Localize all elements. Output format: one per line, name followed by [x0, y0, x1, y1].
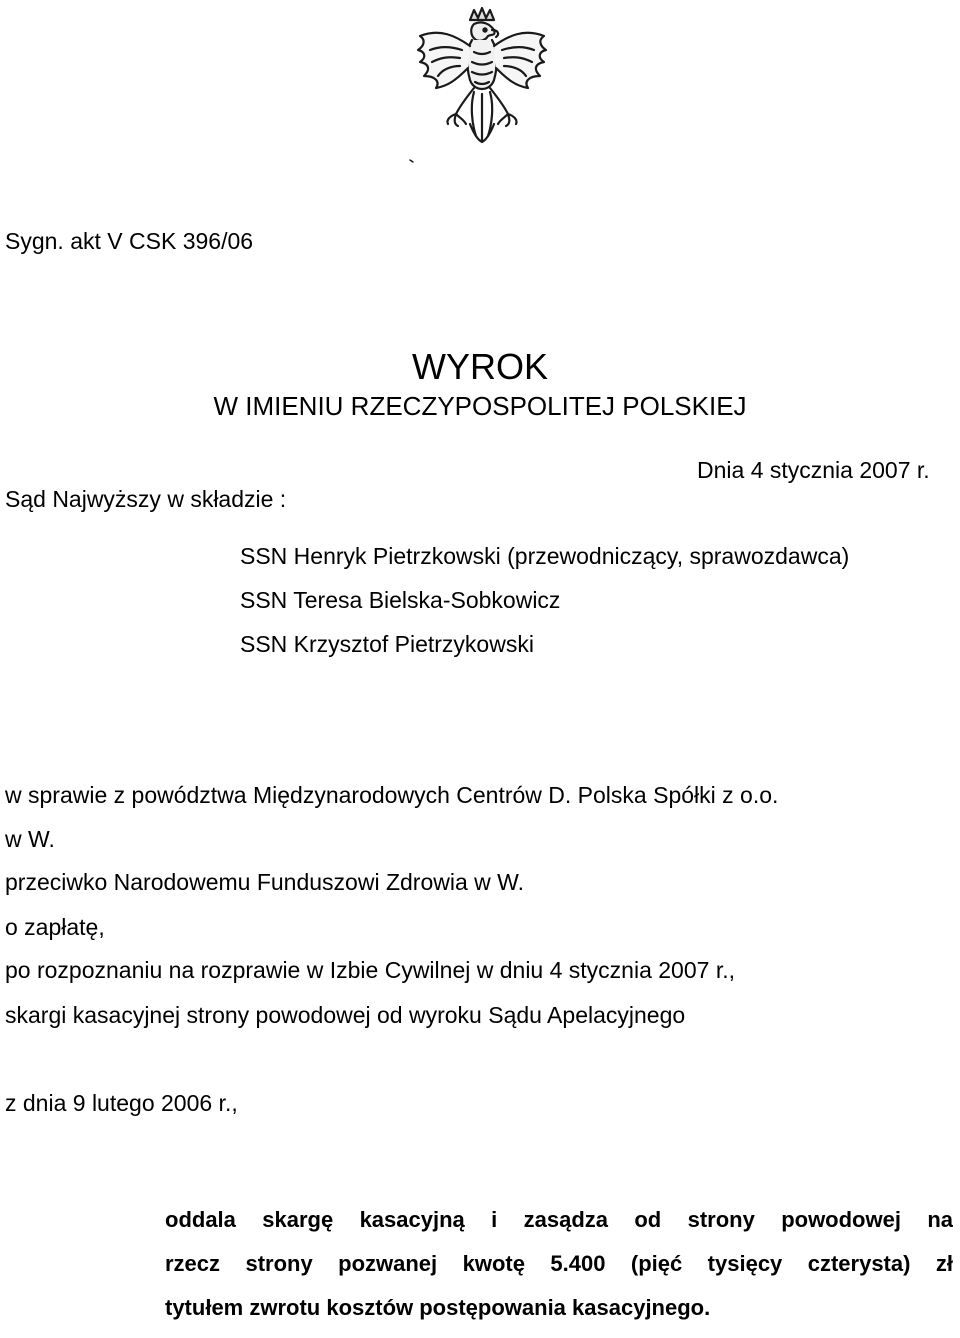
ruling-line: rzecz strony pozwanej kwotę 5.400 (pięć tysięcy czterysta) zł: [165, 1251, 953, 1276]
court-composition-label: Sąd Najwyższy w składzie :: [5, 486, 287, 512]
case-line: skargi kasacyjnej strony powodowej od wyroku Sądu Apelacyjnego: [5, 1002, 686, 1028]
judge-item: SSN Henryk Pietrzkowski (przewodniczący, sprawozdawca): [240, 543, 850, 569]
case-line: w W.: [5, 826, 55, 852]
document-subtitle: W IMIENIU RZECZYPOSPOLITEJ POLSKIEJ: [213, 391, 747, 421]
case-line: po rozpoznaniu na rozprawie w Izbie Cywilnej w dniu 4 stycznia 2007 r.,: [5, 957, 735, 983]
ruling-block: [165, 1206, 953, 1338]
judgment-date: Dnia 4 stycznia 2007 r.: [697, 457, 930, 483]
case-line: o zapłatę,: [5, 914, 105, 940]
case-line: z dnia 9 lutego 2006 r.,: [5, 1090, 238, 1116]
judge-item: SSN Krzysztof Pietrzykowski: [240, 631, 534, 657]
judges-list: [240, 542, 849, 674]
ruling-line: oddala skargę kasacyjną i zasądza od strony powodowej na: [165, 1207, 953, 1232]
case-line: przeciwko Narodowemu Funduszowi Zdrowia w W.: [5, 869, 524, 895]
document-title: WYROK: [411, 346, 548, 387]
case-line: w sprawie z powództwa Międzynarodowych Centrów D. Polska Spółki z o.o.: [5, 782, 779, 808]
judge-item: SSN Teresa Bielska-Sobkowicz: [240, 587, 561, 613]
case-signature: Sygn. akt V CSK 396/06: [5, 228, 254, 254]
polish-eagle-emblem-icon: [400, 6, 564, 166]
ruling-line: tytułem zwrotu kosztów postępowania kasacyjnego.: [165, 1295, 711, 1320]
